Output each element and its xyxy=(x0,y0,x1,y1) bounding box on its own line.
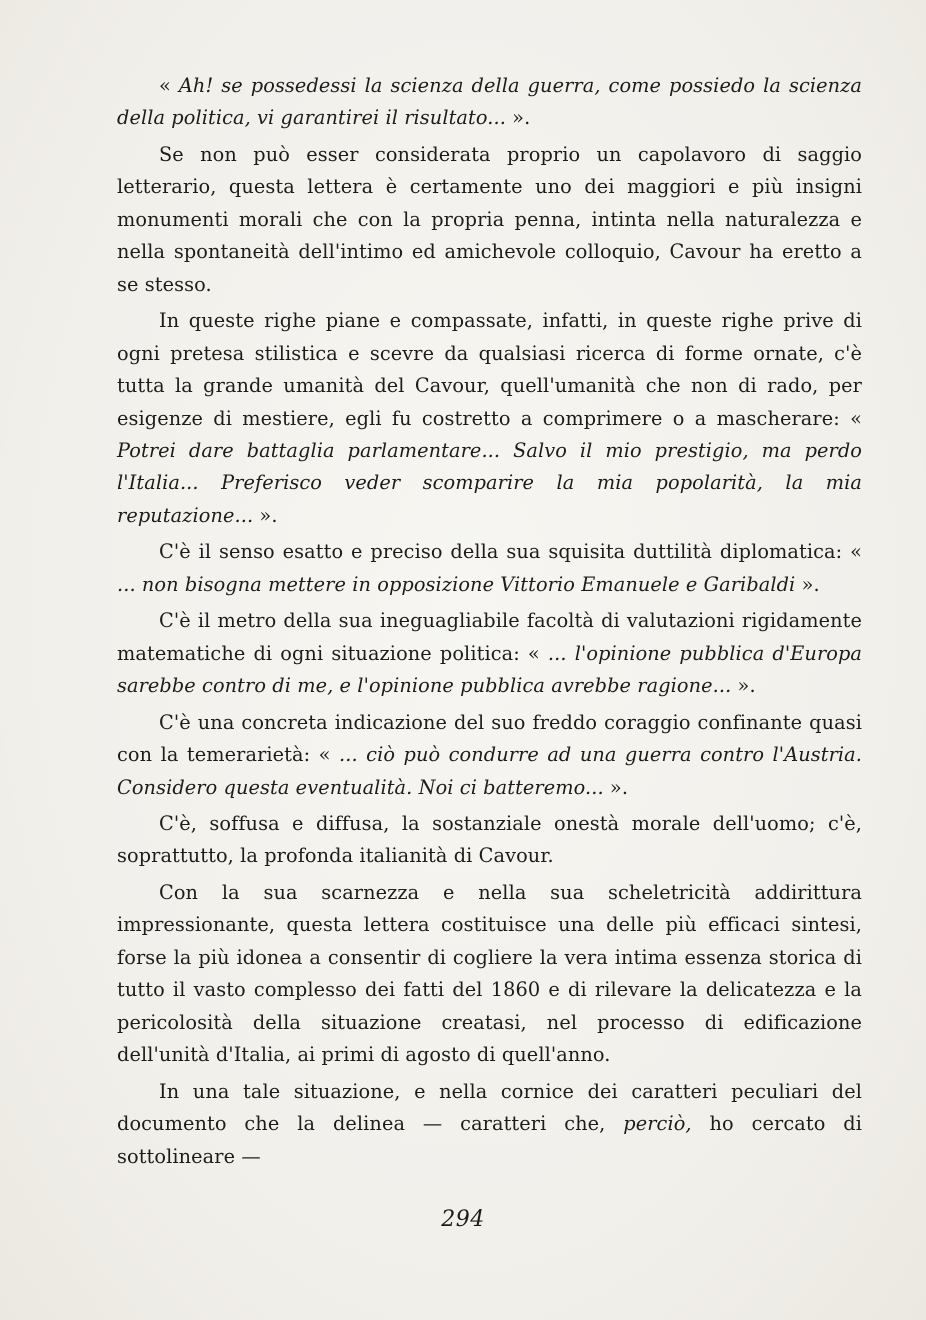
paragraph xyxy=(117,808,862,873)
body-text-segment: ». xyxy=(731,674,756,698)
body-text-segment: C'è il senso esatto e preciso della sua squisita duttilità diplomatica: « xyxy=(159,540,862,564)
quoted-text: Ah! se possedessi la scienza della guerra, come possiedo la scienza della politica, vi garantirei il risultato... xyxy=(117,74,862,130)
body-text-segment: In queste righe piane e compassate, infatti, in queste righe prive di ogni pretesa stilistica e scevre da qualsiasi ricerca di forme ornate, c'è tutta la grande umanità del Cavour, quell'umanità che non di rado, per esigenze di mestiere, egli fu costretto a comprimere o a mascherare: « xyxy=(117,309,862,430)
paragraph xyxy=(117,605,862,702)
quoted-text: ... non bisogna mettere in opposizione Vittorio Emanuele e Garibaldi xyxy=(117,572,796,596)
body-text-segment: ». xyxy=(795,572,820,596)
body-text-segment: ». xyxy=(253,503,278,527)
body-text-segment: C'è, soffusa e diffusa, la sostanziale onestà morale dell'uomo; c'è, soprattutto, la profonda italianità di Cavour. xyxy=(117,811,862,868)
paragraph xyxy=(117,70,862,135)
body-text-segment: C'è il metro della sua ineguagliabile facoltà di valutazioni rigidamente matematiche di ogni situazione politica: « xyxy=(117,609,862,665)
body-text-segment: ». xyxy=(603,775,629,799)
paragraph xyxy=(117,536,862,601)
body-text-segment: « xyxy=(159,74,179,97)
body-text-segment: C'è una concreta indicazione del suo freddo coraggio confinante quasi con la temerarietà: « xyxy=(117,710,862,767)
paragraph xyxy=(117,139,862,301)
paragraph xyxy=(117,877,862,1072)
body-text xyxy=(117,70,862,1173)
body-text-segment: ». xyxy=(505,106,531,130)
body-text-segment: In una tale situazione, e nella cornice dei caratteri peculiari del documento che la delinea — caratteri che, xyxy=(117,1079,862,1136)
quoted-text: ... l'opinione pubblica d'Europa sarebbe contro di me, e l'opinione pubblica avrebbe ragione... xyxy=(117,641,863,698)
paragraph xyxy=(117,305,862,532)
quoted-text: ... ciò può condurre ad una guerra contro l'Austria. Considero questa eventualità. Noi ci batteremo... xyxy=(117,743,862,799)
page-number: 294 xyxy=(441,1207,485,1232)
body-text-segment: Se non può esser considerata proprio un capolavoro di saggio letterario, questa lettera è certamente uno dei maggiori e più insigni monumenti morali che con la propria penna, intinta nella naturalezza e nella spontaneità dell'intimo ed amichevole colloquio, Cavour ha eretto a se stesso. xyxy=(117,142,862,296)
quoted-text: perciò, xyxy=(623,1112,692,1136)
paragraph xyxy=(117,707,862,804)
quoted-text: Potrei dare battaglia parlamentare... Salvo il mio prestigio, ma perdo l'Italia... Preferisco veder scomparire la mia popolarità, la mia reputazione... xyxy=(117,438,862,527)
body-text-segment: ho cercato di sottolineare — xyxy=(117,1112,862,1168)
body-text-segment: Con la sua scarnezza e nella sua scheletricità addirittura impressionante, questa lettera costituisce una delle più efficaci sintesi, forse la più idonea a consentir di cogliere la vera intima essenza storica di tutto il vasto complesso dei fatti del 1860 e di rilevare la delicatezza e la pericolosità della situazione creatasi, nel processo di edificazione dell'unità d'Italia, ai primi di agosto di quell'anno. xyxy=(117,880,862,1067)
paragraph xyxy=(117,1076,862,1173)
